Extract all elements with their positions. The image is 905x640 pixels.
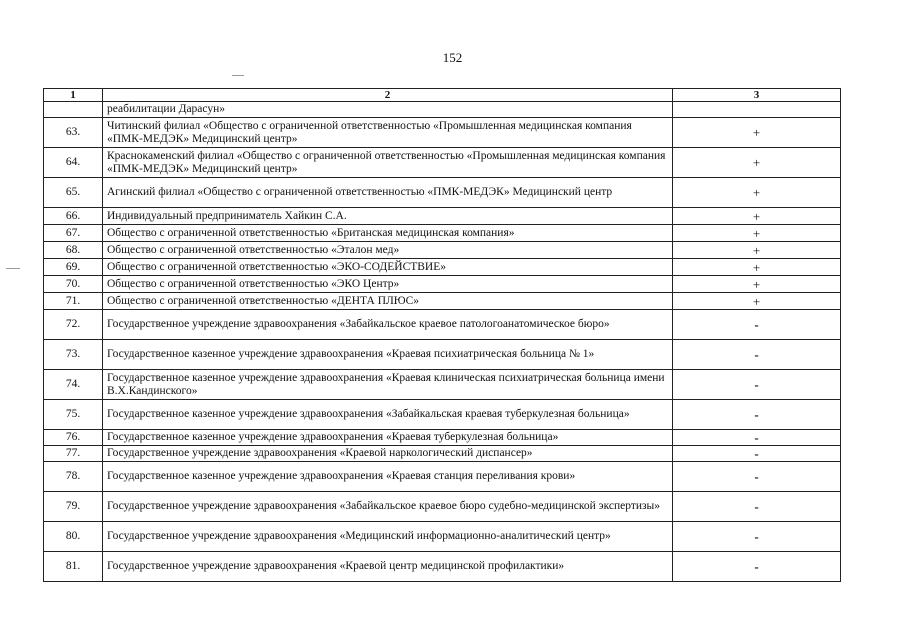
row-name: Государственное учреждение здравоохранения «Забайкальское краевое бюро судебно-медицинской экспертизы» (103, 492, 673, 522)
row-name: Индивидуальный предприниматель Хайкин С.А. (103, 208, 673, 225)
row-mark: + (673, 293, 841, 310)
row-mark: + (673, 148, 841, 178)
row-name: Государственное учреждение здравоохранения «Забайкальское краевое патологоанатомическое бюро» (103, 310, 673, 340)
table-row (44, 370, 841, 400)
page-number: 152 (442, 50, 463, 65)
row-name: Читинский филиал «Общество с ограниченной ответственностью «Промышленная медицинская компания «ПМК-МЕДЭК» Медицинский центр» (103, 118, 673, 148)
row-name: Государственное казенное учреждение здравоохранения «Краевая психиатрическая больница № 1» (103, 340, 673, 370)
row-name: Государственное учреждение здравоохранения «Медицинский информационно-аналитический центр» (103, 522, 673, 552)
row-number: 76. (44, 430, 103, 446)
row-number (44, 102, 103, 118)
row-mark: - (673, 430, 841, 446)
row-mark: + (673, 276, 841, 293)
table-row (44, 208, 841, 225)
table-row (44, 430, 841, 446)
row-mark: + (673, 178, 841, 208)
header-col-1: 1 (44, 89, 103, 102)
scan-artifact (6, 268, 20, 269)
row-number: 65. (44, 178, 103, 208)
row-number: 64. (44, 148, 103, 178)
row-name: Государственное учреждение здравоохранения «Краевой центр медицинской профилактики» (103, 552, 673, 582)
table-row (44, 259, 841, 276)
row-number: 68. (44, 242, 103, 259)
row-number: 71. (44, 293, 103, 310)
facilities-table (43, 88, 841, 582)
row-name: Государственное учреждение здравоохранения «Краевой наркологический диспансер» (103, 446, 673, 462)
table-row (44, 242, 841, 259)
table-row (44, 148, 841, 178)
header-col-3: 3 (673, 89, 841, 102)
row-mark: - (673, 522, 841, 552)
row-mark: - (673, 492, 841, 522)
table-row (44, 400, 841, 430)
row-mark: - (673, 552, 841, 582)
table-row (44, 552, 841, 582)
row-number: 77. (44, 446, 103, 462)
row-number: 75. (44, 400, 103, 430)
row-number: 72. (44, 310, 103, 340)
row-number: 80. (44, 522, 103, 552)
table-row (44, 310, 841, 340)
table-row (44, 522, 841, 552)
row-mark: - (673, 340, 841, 370)
row-name: Агинский филиал «Общество с ограниченной ответственностью «ПМК-МЕДЭК» Медицинский центр (103, 178, 673, 208)
row-number: 79. (44, 492, 103, 522)
row-number: 81. (44, 552, 103, 582)
row-mark: + (673, 225, 841, 242)
table-row (44, 293, 841, 310)
row-number: 67. (44, 225, 103, 242)
table-row (44, 276, 841, 293)
row-name: Государственное казенное учреждение здравоохранения «Забайкальская краевая туберкулезная больница» (103, 400, 673, 430)
row-mark: - (673, 310, 841, 340)
header-col-2: 2 (103, 89, 673, 102)
row-name: реабилитации Дарасун» (103, 102, 673, 118)
table-row (44, 340, 841, 370)
row-mark: - (673, 446, 841, 462)
row-mark: + (673, 208, 841, 225)
row-name: Государственное казенное учреждение здравоохранения «Краевая клиническая психиатрическая больница имени В.Х.Кандинского» (103, 370, 673, 400)
table-row (44, 446, 841, 462)
row-number: 69. (44, 259, 103, 276)
scan-artifact (232, 75, 244, 76)
row-name: Краснокаменский филиал «Общество с ограниченной ответственностью «Промышленная медицинская компания «ПМК-МЕДЭК» Медицинский центр» (103, 148, 673, 178)
row-mark (673, 102, 841, 118)
row-mark: - (673, 462, 841, 492)
row-name: Государственное казенное учреждение здравоохранения «Краевая туберкулезная больница» (103, 430, 673, 446)
row-name: Государственное казенное учреждение здравоохранения «Краевая станция переливания крови» (103, 462, 673, 492)
row-mark: + (673, 118, 841, 148)
row-mark: - (673, 370, 841, 400)
row-name: Общество с ограниченной ответственностью «ЭКО Центр» (103, 276, 673, 293)
table-row (44, 178, 841, 208)
row-name: Общество с ограниченной ответственностью «Британская медицинская компания» (103, 225, 673, 242)
row-name: Общество с ограниченной ответственностью «Эталон мед» (103, 242, 673, 259)
row-number: 78. (44, 462, 103, 492)
continuation-row (44, 102, 841, 118)
row-mark: + (673, 242, 841, 259)
row-number: 73. (44, 340, 103, 370)
row-number: 66. (44, 208, 103, 225)
table-row (44, 118, 841, 148)
table-row (44, 225, 841, 242)
row-number: 74. (44, 370, 103, 400)
row-mark: + (673, 259, 841, 276)
row-mark: - (673, 400, 841, 430)
row-number: 63. (44, 118, 103, 148)
table-header-row (44, 89, 841, 102)
row-name: Общество с ограниченной ответственностью «ЭКО-СОДЕЙСТВИЕ» (103, 259, 673, 276)
row-number: 70. (44, 276, 103, 293)
row-name: Общество с ограниченной ответственностью «ДЕНТА ПЛЮС» (103, 293, 673, 310)
table-row (44, 492, 841, 522)
table-row (44, 462, 841, 492)
